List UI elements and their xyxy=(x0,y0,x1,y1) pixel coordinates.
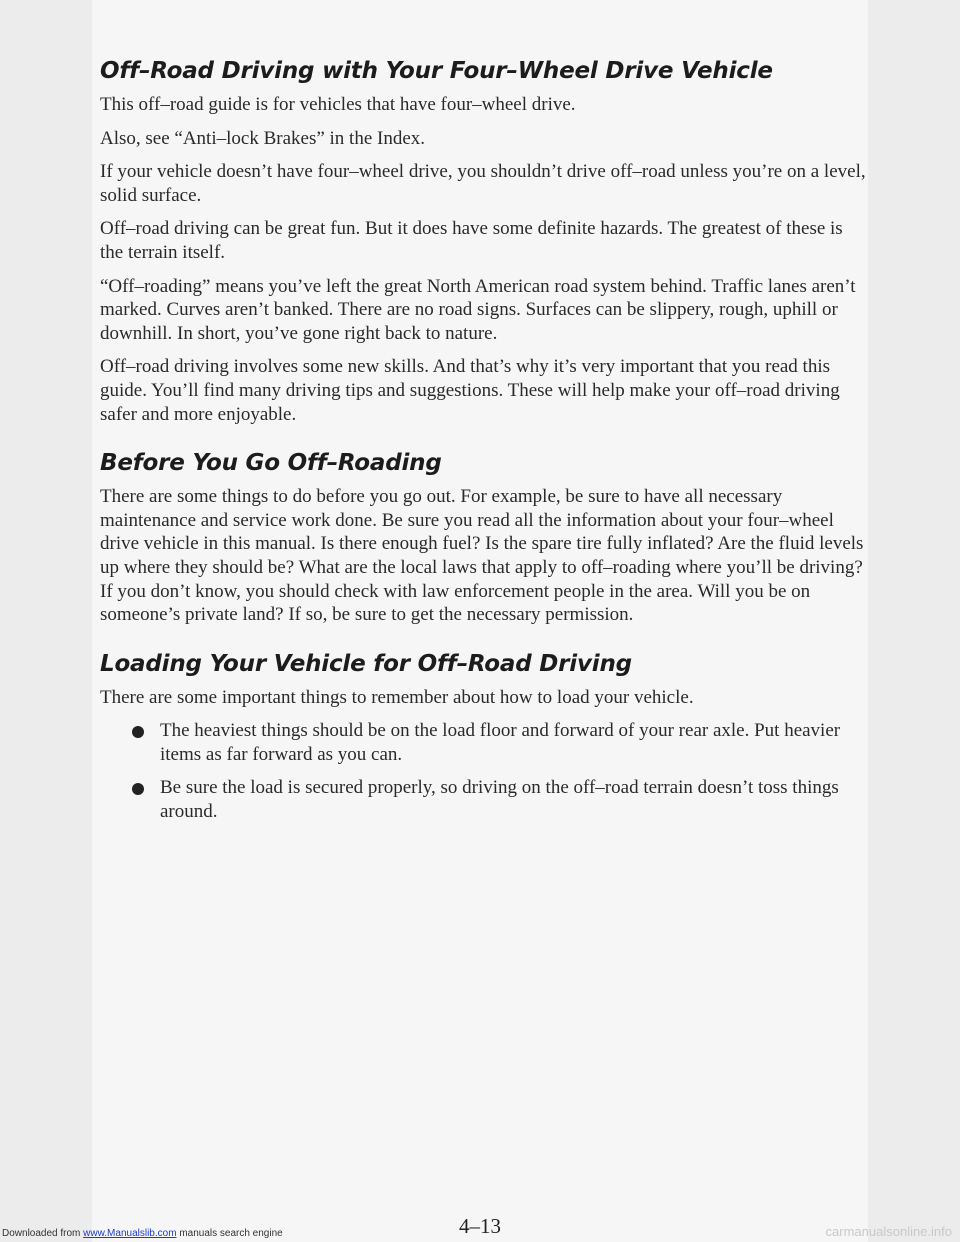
paragraph: Off–road driving involves some new skills. And that’s why it’s very important that you read this guide. You’ll find many driving tips and suggestions. These will help make your off–road driving safer and more enjoyable. xyxy=(100,356,840,425)
manualslib-link[interactable]: www.Manualslib.com xyxy=(83,1228,177,1239)
list-item-text: Be sure the load is secured properly, so driving on the off–road terrain doesn’t toss things around. xyxy=(160,777,839,823)
paragraph: If your vehicle doesn’t have four–wheel drive, you shouldn’t drive off–road unless you’re on a level, solid surface. xyxy=(100,161,866,206)
list-item-text: The heaviest things should be on the load floor and forward of your rear axle. Put heavier items as far forward as you can. xyxy=(160,720,841,765)
page-number: 4–13 xyxy=(459,1214,501,1238)
paragraph: This off–road guide is for vehicles that have four–wheel drive. xyxy=(100,94,576,115)
bullet-dot-icon xyxy=(132,783,144,795)
paragraph: There are some important things to remember about how to load your vehicle. xyxy=(100,686,694,708)
bullet-list xyxy=(100,719,870,823)
heading-before-you-go: Before You Go Off–Roading xyxy=(100,450,442,477)
footer-prefix: Downloaded from xyxy=(2,1228,81,1239)
download-footer xyxy=(2,1228,283,1239)
watermark: carmanualsonline.info xyxy=(825,1224,952,1239)
bullet-dot-icon xyxy=(132,726,144,738)
footer-suffix: manuals search engine xyxy=(179,1228,283,1239)
paragraph: There are some things to do before you go out. For example, be sure to have all necessary maintenance and service work done. Be sure you read all the information about your four–wheel drive vehicle in this manual. Is there enough fuel? Is the spare tire fully inflated? Are the fluid levels up where they should be? What are the local laws that apply to off–roading where you’ll be driving? If you don’t know, you should check with law enforcement people in the area. Will you be on someone’s private land? If so, be sure to get the necessary permission. xyxy=(100,486,864,626)
paragraph: “Off–roading” means you’ve left the great North American road system behind. Traffic lanes aren’t marked. Curves aren’t banked. There are no road signs. Surfaces can be slippery, rough, uphill or downhill. In short, you’ve gone right back to nature. xyxy=(100,275,856,344)
list-item xyxy=(140,719,870,766)
list-item xyxy=(140,776,870,823)
heading-off-road-driving: Off–Road Driving with Your Four–Wheel Drive Vehicle xyxy=(100,58,773,84)
page-content xyxy=(100,58,870,834)
paragraph: Also, see “Anti–lock Brakes” in the Index. xyxy=(100,127,426,149)
heading-loading-your-vehicle: Loading Your Vehicle for Off–Road Driving xyxy=(100,650,632,677)
paragraph: Off–road driving can be great fun. But it does have some definite hazards. The greatest of these is the terrain itself. xyxy=(100,218,843,263)
